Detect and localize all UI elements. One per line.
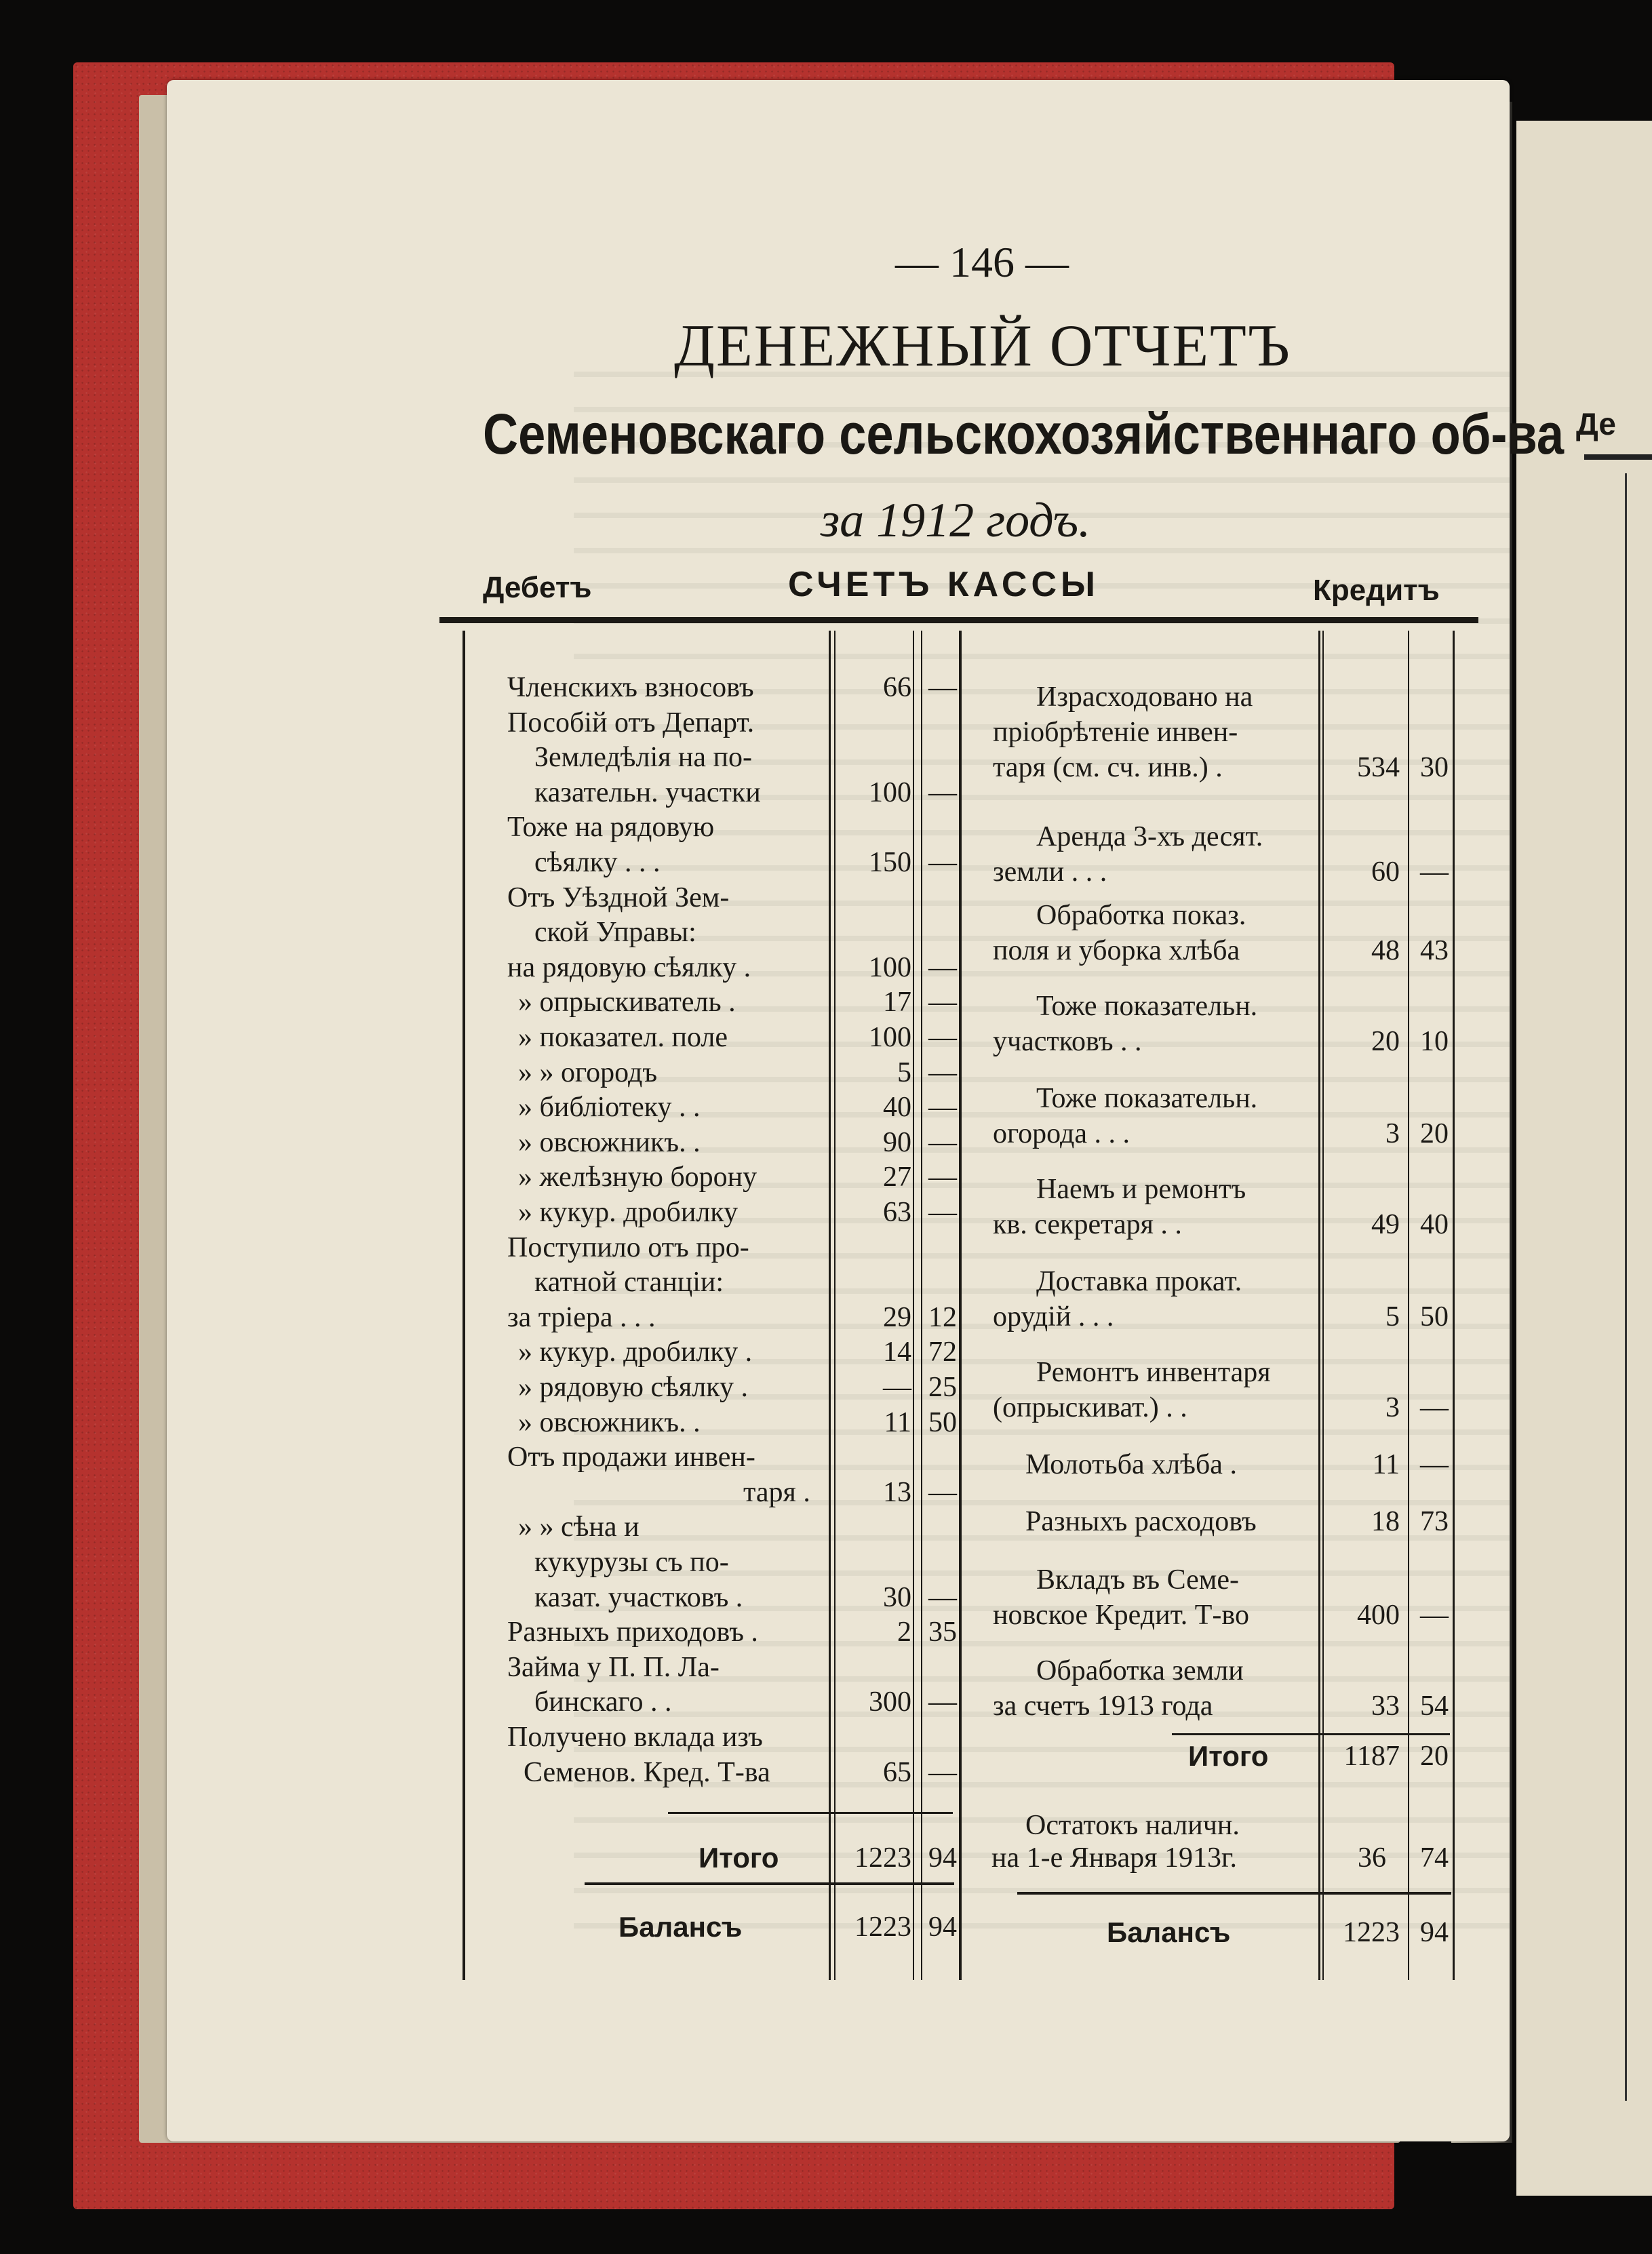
debit-row-kop: 12 (928, 1301, 957, 1333)
debit-row-rub: 90 (883, 1126, 911, 1158)
debit-row-kop: 35 (928, 1617, 957, 1648)
debit-row-kop: — (928, 1162, 957, 1193)
debit-row-text: » овсюжникъ. . (518, 1406, 701, 1438)
credit-balance-label: Балансъ (1107, 1916, 1231, 1948)
debit-row-kop: 50 (928, 1406, 957, 1438)
debit-left-border (463, 631, 465, 1980)
credit-row-text: новское Кредит. Т-во (993, 1600, 1249, 1631)
debit-row-kop: — (928, 951, 957, 983)
credit-row-rub: 48 (1371, 935, 1400, 966)
debit-row-kop: — (928, 672, 957, 703)
society-name: Семеновскаго сельскохозяйственнаго об-ва (483, 402, 1565, 466)
debit-row-text: за тріера . . . (507, 1301, 656, 1333)
debit-row-rub: 100 (869, 1022, 911, 1053)
credit-row-text: Израсходовано на (1036, 681, 1253, 713)
credit-row-kop: 10 (1420, 1026, 1449, 1057)
report-year: за 1912 годъ. (821, 493, 1091, 547)
credit-kop-left-line (1408, 631, 1409, 1980)
credit-total-label: Итого (1188, 1740, 1269, 1772)
credit-remainder-rub: 36 (1358, 1842, 1386, 1874)
credit-row-text: Аренда 3-хъ десят. (1036, 821, 1263, 852)
debit-row-text: » библіотеку . . (518, 1092, 701, 1124)
debit-row-kop: — (928, 1197, 957, 1228)
debit-row-kop: — (928, 1756, 957, 1788)
debit-row-text: Членскихъ взносовъ (507, 672, 754, 703)
debit-row-rub: 300 (869, 1686, 911, 1718)
debit-row-kop: — (928, 1092, 957, 1124)
credit-row-kop: 40 (1420, 1209, 1449, 1240)
debit-row-text: » кукур. дробилку . (518, 1337, 753, 1368)
debit-balance-label: Балансъ (618, 1911, 743, 1943)
credit-row-rub: 18 (1371, 1506, 1400, 1537)
debit-row-text: сѣялку . . . (534, 847, 661, 878)
credit-total-kop: 20 (1420, 1741, 1449, 1772)
debit-row-kop: — (928, 776, 957, 808)
debit-row-text: Отъ продажи инвен- (507, 1442, 755, 1474)
debit-row-kop: — (928, 987, 957, 1019)
debit-row-rub: — (883, 1372, 911, 1403)
debit-row-text: казательн. участки (534, 776, 761, 808)
credit-row-rub: 33 (1371, 1691, 1400, 1722)
credit-row-rub: 49 (1371, 1209, 1400, 1240)
credit-total-rub: 1187 (1343, 1741, 1400, 1772)
credit-row-text: Молотьба хлѣба . (1025, 1449, 1237, 1480)
credit-row-rub: 20 (1371, 1026, 1400, 1057)
credit-row-text: Тоже показательн. (1036, 991, 1258, 1022)
debit-row-kop: 25 (928, 1372, 957, 1403)
credit-row-text: поля и уборка хлѣба (993, 935, 1240, 966)
credit-row-rub: 60 (1371, 856, 1400, 888)
debit-row-text: Разныхъ приходовъ . (507, 1617, 758, 1648)
credit-row-text: орудій . . . (993, 1301, 1114, 1332)
credit-row-rub: 11 (1372, 1449, 1400, 1480)
debit-row-text: » овсюжникъ. . (518, 1126, 701, 1158)
credit-balance-rule (1017, 1892, 1451, 1895)
debit-row-rub: 14 (883, 1337, 911, 1368)
credit-row-text: (опрыскиват.) . . (993, 1392, 1187, 1423)
debit-header: Дебетъ (483, 571, 592, 604)
debit-row-kop: — (928, 1056, 957, 1088)
credit-row-kop: 43 (1420, 935, 1449, 966)
debit-row-rub: 40 (883, 1092, 911, 1124)
credit-row-rub: 5 (1385, 1301, 1400, 1332)
credit-row-text: Разныхъ расходовъ (1025, 1506, 1257, 1537)
debit-row-kop: — (928, 1686, 957, 1718)
debit-row-text: » » огородъ (518, 1056, 658, 1088)
debit-row-text: » опрыскиватель . (518, 987, 736, 1019)
debit-row-kop: — (928, 1022, 957, 1053)
debit-row-rub: 11 (884, 1406, 911, 1438)
debit-row-text: бинскаго . . (534, 1686, 672, 1718)
credit-row-text: участковъ . . (993, 1026, 1142, 1057)
debit-row-text: на рядовую сѣялку . (507, 951, 751, 983)
debit-row-text: кукурузы съ по- (534, 1547, 729, 1578)
credit-row-text: Наемъ и ремонтъ (1036, 1174, 1246, 1205)
debit-row-text: казат. участковъ . (534, 1581, 743, 1613)
debit-row-rub: 63 (883, 1197, 911, 1228)
credit-header: Кредитъ (1313, 574, 1440, 607)
debit-row-rub: 13 (883, 1476, 911, 1508)
debit-kop-left-line (913, 631, 914, 1980)
debit-row-rub: 5 (897, 1056, 911, 1088)
debit-row-text: Земледѣлія на по- (534, 742, 753, 774)
credit-row-text: Доставка прокат. (1036, 1266, 1242, 1297)
debit-row-kop: — (928, 1126, 957, 1158)
debit-row-rub: 29 (883, 1301, 911, 1333)
report-title: ДЕНЕЖНЫЙ ОТЧЕТЪ (674, 313, 1291, 379)
facing-page-heading: Де (1576, 406, 1616, 441)
debit-row-rub: 65 (883, 1756, 911, 1788)
credit-remainder-kop: 74 (1420, 1842, 1449, 1874)
debit-row-rub: 66 (883, 672, 911, 703)
debit-total-label: Итого (699, 1842, 779, 1874)
debit-row-text: катной станціи: (534, 1267, 724, 1299)
credit-row-rub: 3 (1385, 1392, 1400, 1423)
credit-row-text: огорода . . . (993, 1118, 1130, 1149)
debit-row-text: » желѣзную борону (518, 1162, 758, 1193)
facing-page-rule (1584, 454, 1652, 460)
debit-row-text: ской Управы: (534, 917, 696, 949)
credit-row-text: земли . . . (993, 856, 1107, 888)
credit-right-border (1453, 631, 1455, 1980)
credit-row-text: за счетъ 1913 года (993, 1691, 1213, 1722)
center-divider (959, 631, 962, 1980)
credit-row-kop: 50 (1420, 1301, 1449, 1332)
credit-row-text: Обработка показ. (1036, 900, 1246, 931)
credit-row-kop: 20 (1420, 1118, 1449, 1149)
credit-row-text: Вкладъ въ Семе- (1036, 1564, 1239, 1596)
credit-row-kop: 30 (1420, 752, 1449, 783)
debit-row-text: Отъ Уѣздной Зем- (507, 882, 730, 913)
credit-row-kop: 54 (1420, 1691, 1449, 1722)
credit-row-text: Ремонтъ инвентаря (1036, 1357, 1271, 1388)
debit-row-rub: 30 (883, 1581, 911, 1613)
credit-remainder-line-1: Остатокъ наличн. (1025, 1810, 1240, 1841)
credit-balance-kop: 94 (1420, 1917, 1449, 1948)
debit-total-kop: 94 (928, 1842, 957, 1874)
debit-row-text: » показател. поле (518, 1022, 728, 1053)
debit-balance-rule (585, 1882, 954, 1885)
debit-row-rub: 27 (883, 1162, 911, 1193)
debit-row-text: » кукур. дробилку (518, 1197, 739, 1228)
debit-total-rule (668, 1812, 953, 1814)
credit-row-kop: — (1420, 1392, 1449, 1423)
page-number: — 146 — (895, 238, 1069, 286)
debit-row-rub: 17 (883, 987, 911, 1019)
debit-row-kop: 72 (928, 1337, 957, 1368)
credit-row-text: кв. секретаря . . (993, 1209, 1182, 1240)
credit-row-rub: 3 (1385, 1118, 1400, 1149)
debit-row-text: Поступило отъ про- (507, 1231, 749, 1263)
table-top-rule (439, 617, 1478, 623)
credit-row-rub: 400 (1357, 1600, 1400, 1631)
credit-row-text: Тоже показательн. (1036, 1083, 1258, 1114)
credit-total-rule (1172, 1733, 1450, 1735)
debit-row-text: » » сѣна и (518, 1511, 640, 1543)
credit-row-rub: 534 (1357, 752, 1400, 783)
facing-page-column-line (1625, 473, 1627, 2101)
debit-row-kop: — (928, 1476, 957, 1508)
debit-row-rub: 150 (869, 847, 911, 878)
debit-balance-kop: 94 (928, 1912, 957, 1943)
credit-row-text: пріобрѣтеніе инвен- (993, 717, 1238, 748)
debit-row-text: Семенов. Кред. Т-ва (524, 1756, 770, 1788)
credit-remainder-line-2: на 1-е Января 1913г. (991, 1842, 1237, 1874)
account-header: СЧЕТЪ КАССЫ (788, 565, 1099, 604)
debit-row-kop: — (928, 847, 957, 878)
credit-row-text: Обработка земли (1036, 1655, 1244, 1686)
debit-row-kop: — (928, 1581, 957, 1613)
debit-row-rub: 100 (869, 951, 911, 983)
debit-row-text: » рядовую сѣялку . (518, 1372, 748, 1403)
debit-row-text: Получено вклада изъ (507, 1722, 763, 1753)
credit-row-text: таря (см. сч. инв.) . (993, 752, 1223, 783)
credit-row-kop: — (1420, 1600, 1449, 1631)
debit-row-text: Пособій отъ Департ. (507, 707, 755, 738)
credit-row-kop: — (1420, 1449, 1449, 1480)
credit-balance-rub: 1223 (1343, 1917, 1400, 1948)
debit-row-text: Тоже на рядовую (507, 812, 715, 844)
debit-total-rub: 1223 (854, 1842, 911, 1874)
debit-row-rub: 2 (897, 1617, 911, 1648)
debit-row-text: таря . (743, 1476, 810, 1508)
debit-row-text: Займа у П. П. Ла- (507, 1651, 720, 1683)
credit-row-kop: — (1420, 856, 1449, 888)
debit-balance-rub: 1223 (854, 1912, 911, 1943)
debit-row-rub: 100 (869, 776, 911, 808)
credit-row-kop: 73 (1420, 1506, 1449, 1537)
